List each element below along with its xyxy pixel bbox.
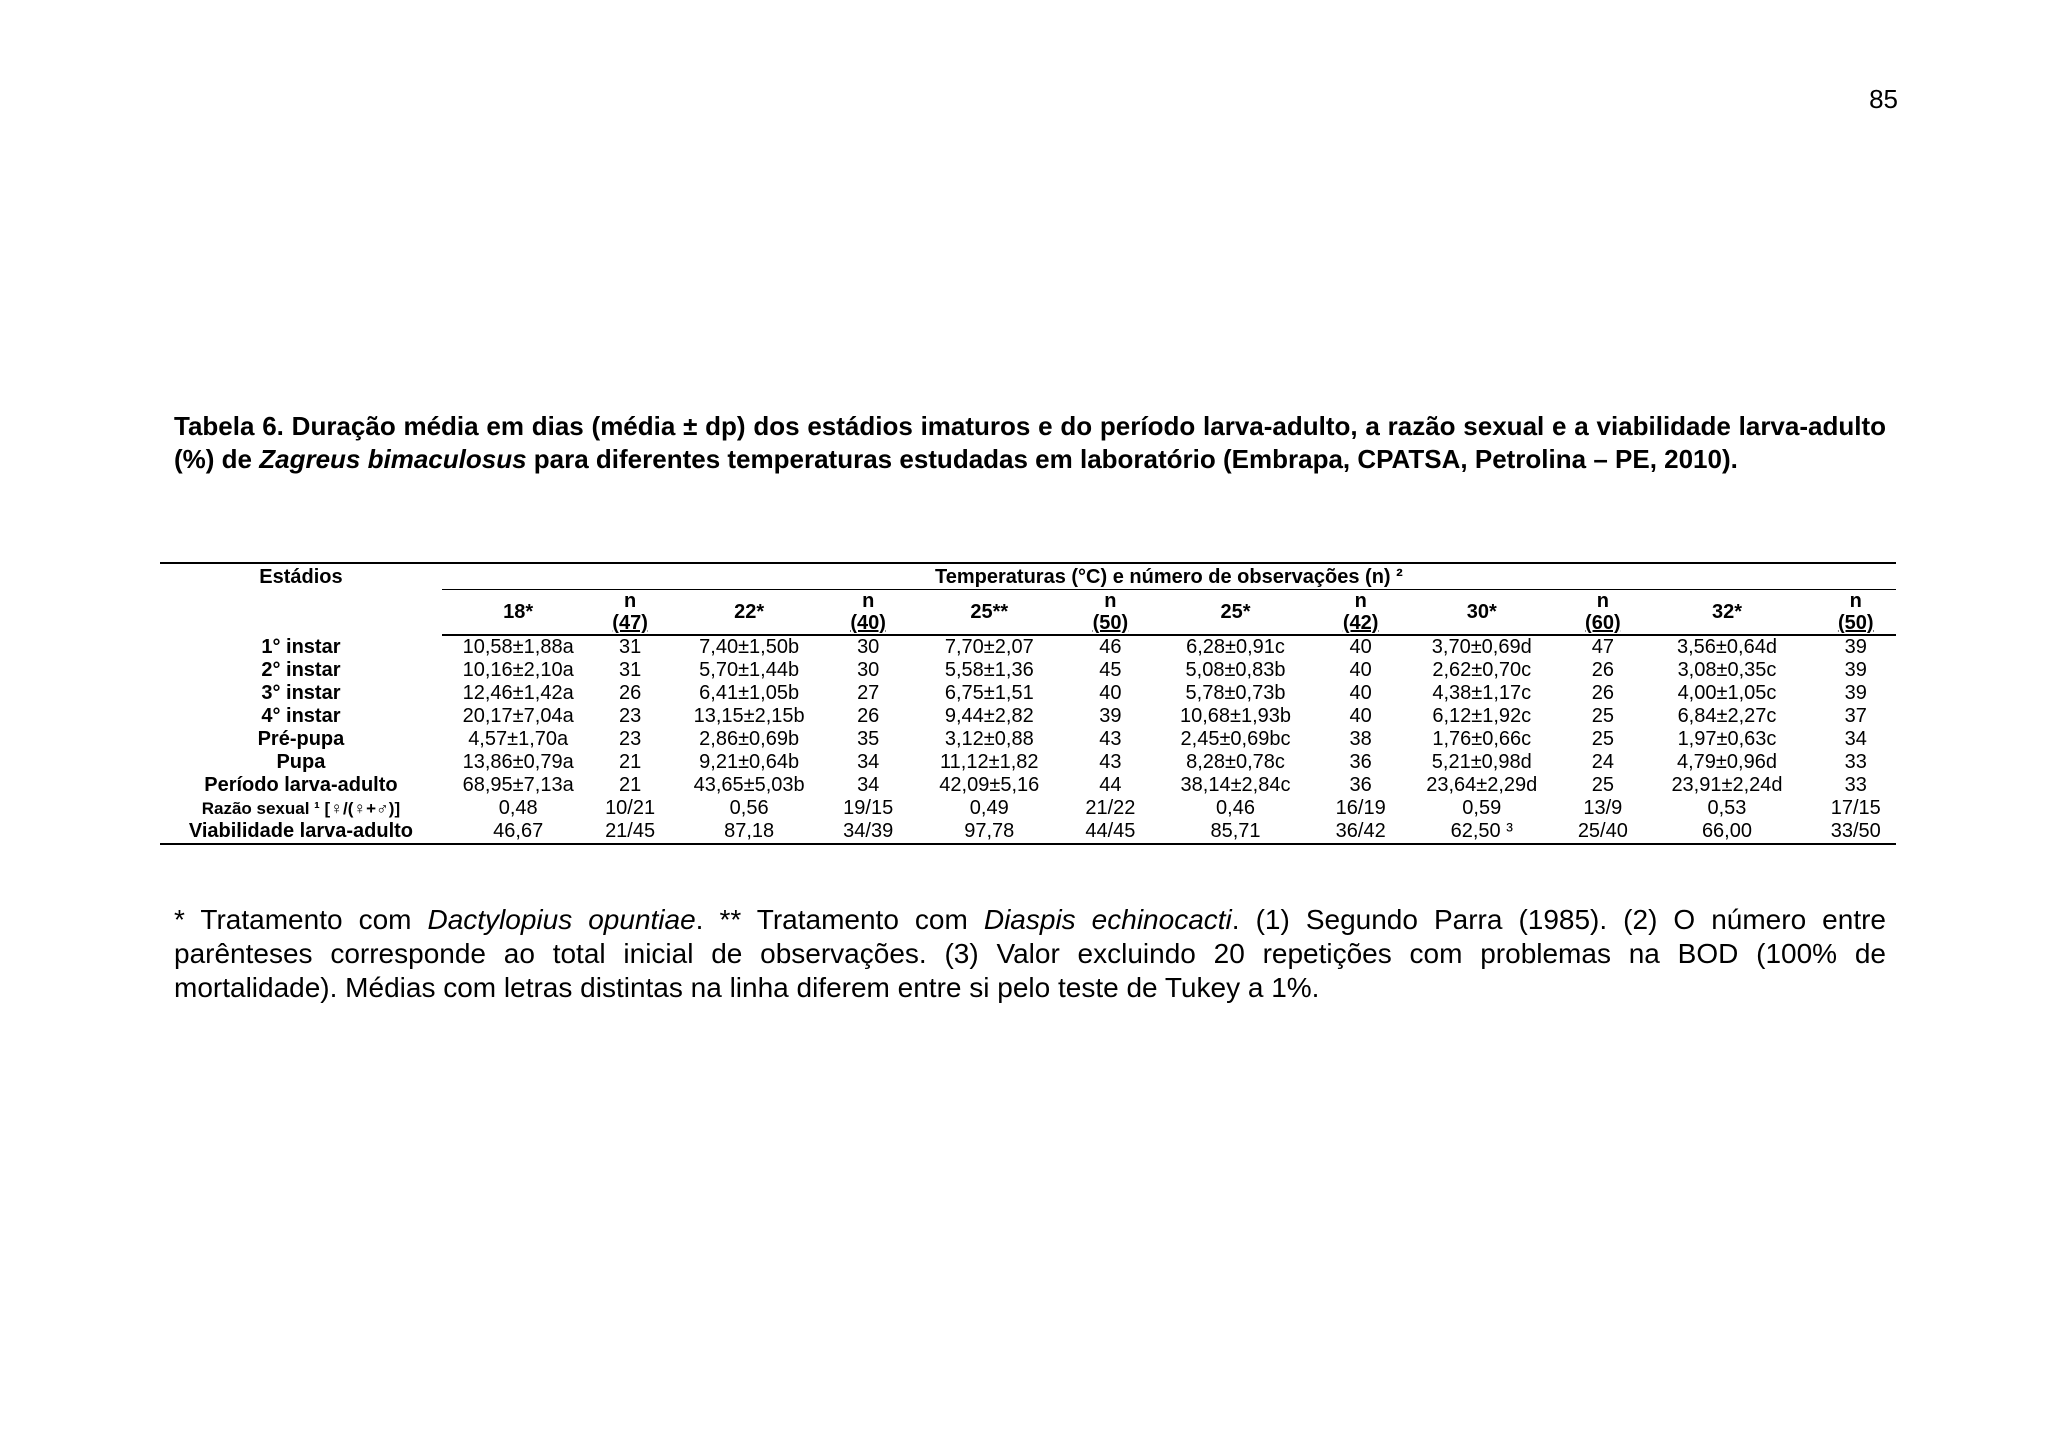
n-cell: 23: [618, 705, 642, 727]
value-cell: 3,70±0,69d: [1431, 636, 1532, 658]
stage-cell: Período larva-adulto: [204, 774, 398, 796]
n-label: n: [1596, 590, 1609, 612]
n-cell: 33/50: [1816, 820, 1897, 844]
value-cell: 6,28±0,91c: [1186, 636, 1285, 658]
table-caption: [174, 410, 1886, 476]
n-cell: 39: [1844, 636, 1867, 658]
n-header: [1567, 590, 1638, 636]
value-cell: 10,58±1,88a: [462, 636, 574, 658]
value-cell: 23,64±2,29d: [1426, 774, 1538, 796]
n-cell: 16/19: [1335, 797, 1386, 819]
value-cell: 5,70±1,44b: [699, 659, 800, 681]
value-cell: 6,12±1,92c: [1432, 705, 1532, 727]
value-cell: 0,56: [729, 797, 769, 819]
n-cell: 36/42: [1325, 820, 1396, 844]
n-total: (50): [1837, 612, 1874, 634]
n-cell: 23: [618, 728, 642, 750]
n-cell: 19/15: [843, 797, 894, 819]
n-cell: 39: [1844, 682, 1867, 704]
n-total: (50): [1092, 612, 1129, 634]
n-cell: 39: [1844, 659, 1867, 681]
value-cell: 87,18: [666, 820, 833, 844]
value-cell: 3,56±0,64d: [1677, 636, 1777, 658]
footnote-species-1: Dactylopius opuntiae: [427, 904, 696, 935]
stage-cell: 3° instar: [261, 682, 341, 704]
value-cell: 0,49: [969, 797, 1009, 819]
table-row: [160, 820, 1896, 844]
value-cell: 5,08±0,83b: [1185, 659, 1286, 681]
n-cell: 34/39: [833, 820, 904, 844]
n-cell: 38: [1349, 728, 1372, 750]
caption-text-1: Tabela 6. Duração média em dias (média ± dp) dos estádios imaturos e do período larva-adulto, a razão sexual e a viabilidade larva-adulto (%) de: [174, 411, 1886, 474]
temperature-header: 18*: [442, 590, 595, 636]
value-cell: 13,15±2,15b: [693, 705, 805, 727]
footnote-text-3: . (1) Segundo Parra (1985). (2) O número entre parênteses corresponde ao total inicial de observações. (3) Valor excluindo 20 repetições com problemas na BOD (100% de mortalidade). Médias com letras distintas na linha diferem entre si pelo teste de Tukey a 1%.: [174, 904, 1886, 1003]
value-cell: 2,45±0,69bc: [1180, 728, 1291, 750]
table-row: [160, 797, 1896, 820]
n-total: (47): [612, 612, 648, 634]
n-cell: 40: [1349, 659, 1372, 681]
n-cell: 26: [618, 682, 642, 704]
table-row: [160, 705, 1896, 728]
n-cell: 26: [1591, 659, 1614, 681]
n-label: n: [1104, 590, 1117, 612]
footnote-text-1: * Tratamento com: [174, 904, 428, 935]
n-cell: 34: [857, 751, 880, 773]
n-header: [594, 590, 665, 636]
value-cell: 62,50 ³: [1396, 820, 1567, 844]
n-cell: 33: [1844, 774, 1867, 796]
table-row: [160, 659, 1896, 682]
n-cell: 40: [1099, 682, 1122, 704]
value-cell: 85,71: [1146, 820, 1325, 844]
value-cell: 46,67: [442, 820, 595, 844]
value-cell: 68,95±7,13a: [462, 774, 574, 796]
n-cell: 30: [857, 659, 880, 681]
stage-cell: Pupa: [276, 751, 326, 773]
value-cell: 2,86±0,69b: [699, 728, 800, 750]
table-body: [160, 635, 1896, 844]
n-cell: 24: [1591, 751, 1614, 773]
table-row: [160, 682, 1896, 705]
n-label: n: [623, 590, 637, 612]
page-number: 85: [1869, 84, 1898, 114]
n-cell: 13/9: [1583, 797, 1623, 819]
n-cell: 21: [618, 751, 642, 773]
stage-column-header: Estádios: [160, 563, 442, 635]
n-cell: 31: [618, 659, 642, 681]
value-cell: 20,17±7,04a: [462, 705, 574, 727]
value-cell: 5,78±0,73b: [1185, 682, 1286, 704]
value-cell: 12,46±1,42a: [462, 682, 574, 704]
temperature-header: 25*: [1146, 590, 1325, 636]
n-header: [1325, 590, 1396, 636]
n-cell: 36: [1349, 751, 1372, 773]
n-cell: 27: [857, 682, 880, 704]
value-cell: 13,86±0,79a: [462, 751, 574, 773]
n-cell: 40: [1349, 636, 1372, 658]
n-cell: 37: [1844, 705, 1867, 727]
value-cell: 6,75±1,51: [944, 682, 1034, 704]
n-cell: 25: [1591, 705, 1614, 727]
n-cell: 35: [857, 728, 880, 750]
table-row: [160, 774, 1896, 797]
n-label: n: [1354, 590, 1367, 612]
n-cell: 36: [1349, 774, 1372, 796]
value-cell: 8,28±0,78c: [1186, 751, 1285, 773]
value-cell: 3,08±0,35c: [1677, 659, 1777, 681]
n-cell: 45: [1099, 659, 1122, 681]
value-cell: 4,00±1,05c: [1677, 682, 1777, 704]
temperature-group-header: Temperaturas (°C) e número de observações (n) ²: [442, 563, 1896, 590]
n-cell: 30: [857, 636, 880, 658]
temperature-header: 25**: [904, 590, 1075, 636]
stage-cell: Razão sexual ¹ [♀/(♀+♂)]: [201, 799, 401, 818]
value-cell: 11,12±1,82: [940, 751, 1039, 773]
n-cell: 21: [618, 774, 642, 796]
n-label: n: [862, 590, 875, 612]
n-header: [1816, 590, 1897, 636]
n-cell: 10/21: [605, 797, 656, 819]
value-cell: 43,65±5,03b: [693, 774, 805, 796]
value-cell: 9,21±0,64b: [699, 751, 800, 773]
footnote-text-2: . ** Tratamento com: [695, 904, 984, 935]
value-cell: 38,14±2,84c: [1180, 774, 1291, 796]
n-cell: 33: [1844, 751, 1867, 773]
n-cell: 43: [1099, 751, 1122, 773]
value-cell: 5,58±1,36: [944, 659, 1034, 681]
n-total: (40): [850, 612, 886, 634]
value-cell: 5,21±0,98d: [1431, 751, 1532, 773]
value-cell: 0,48: [498, 797, 538, 819]
value-cell: 42,09±5,16: [939, 774, 1040, 796]
value-cell: 6,41±1,05b: [699, 682, 800, 704]
n-cell: 26: [857, 705, 880, 727]
table-row: [160, 635, 1896, 659]
n-cell: 40: [1349, 682, 1372, 704]
value-cell: 6,84±2,27c: [1677, 705, 1777, 727]
value-cell: 23,91±2,24d: [1671, 774, 1783, 796]
n-header: [1075, 590, 1146, 636]
stage-cell: Viabilidade larva-adulto: [160, 820, 442, 844]
n-label: n: [1849, 590, 1862, 612]
n-cell: 25: [1591, 774, 1614, 796]
value-cell: 4,38±1,17c: [1432, 682, 1532, 704]
value-cell: 7,40±1,50b: [699, 636, 800, 658]
n-cell: 17/15: [1830, 797, 1881, 819]
value-cell: 9,44±2,82: [944, 705, 1034, 727]
footnote: [174, 903, 1886, 1005]
n-cell: 21/45: [594, 820, 665, 844]
value-cell: 10,16±2,10a: [462, 659, 574, 681]
caption-species: Zagreus bimaculosus: [259, 444, 527, 474]
stage-cell: Pré-pupa: [257, 728, 345, 750]
table-row: [160, 751, 1896, 774]
footnote-species-2: Diaspis echinocacti: [983, 904, 1232, 935]
value-cell: 0,46: [1216, 797, 1255, 819]
value-cell: 66,00: [1638, 820, 1815, 844]
n-cell: 46: [1099, 636, 1122, 658]
n-cell: 25/40: [1567, 820, 1638, 844]
temperature-header: 32*: [1638, 590, 1815, 636]
temperature-header: 30*: [1396, 590, 1567, 636]
value-cell: 97,78: [904, 820, 1075, 844]
n-cell: 40: [1349, 705, 1372, 727]
stage-cell: 1° instar: [261, 635, 341, 658]
value-cell: 7,70±2,07: [944, 636, 1034, 658]
stage-cell: 2° instar: [261, 659, 341, 681]
table-row: [160, 728, 1896, 751]
caption-text-2: para diferentes temperaturas estudadas em laboratório (Embrapa, CPATSA, Petrolina – PE, 2010).: [526, 444, 1738, 474]
n-header: [833, 590, 904, 636]
value-cell: 2,62±0,70c: [1432, 659, 1532, 681]
n-cell: 25: [1591, 728, 1614, 750]
n-cell: 39: [1099, 705, 1122, 727]
n-cell: 26: [1591, 682, 1614, 704]
n-total: (42): [1342, 612, 1379, 634]
n-cell: 34: [1844, 728, 1867, 750]
value-cell: 10,68±1,93b: [1179, 705, 1292, 727]
value-cell: 0,59: [1462, 797, 1502, 819]
n-cell: 47: [1591, 636, 1614, 658]
value-cell: 4,57±1,70a: [468, 728, 569, 750]
stage-cell: 4° instar: [261, 705, 341, 727]
n-cell: 43: [1099, 728, 1122, 750]
temperature-header: 22*: [666, 590, 833, 636]
n-total: (60): [1585, 612, 1621, 634]
value-cell: 1,97±0,63c: [1677, 728, 1777, 750]
value-cell: 0,53: [1707, 797, 1747, 819]
n-cell: 44/45: [1075, 820, 1146, 844]
n-cell: 31: [618, 636, 642, 658]
n-cell: 34: [857, 774, 880, 796]
value-cell: 4,79±0,96d: [1677, 751, 1777, 773]
n-cell: 44: [1099, 774, 1122, 796]
value-cell: 1,76±0,66c: [1432, 728, 1532, 750]
n-cell: 21/22: [1085, 797, 1136, 819]
data-table: [160, 562, 1896, 845]
value-cell: 3,12±0,88: [944, 728, 1034, 750]
